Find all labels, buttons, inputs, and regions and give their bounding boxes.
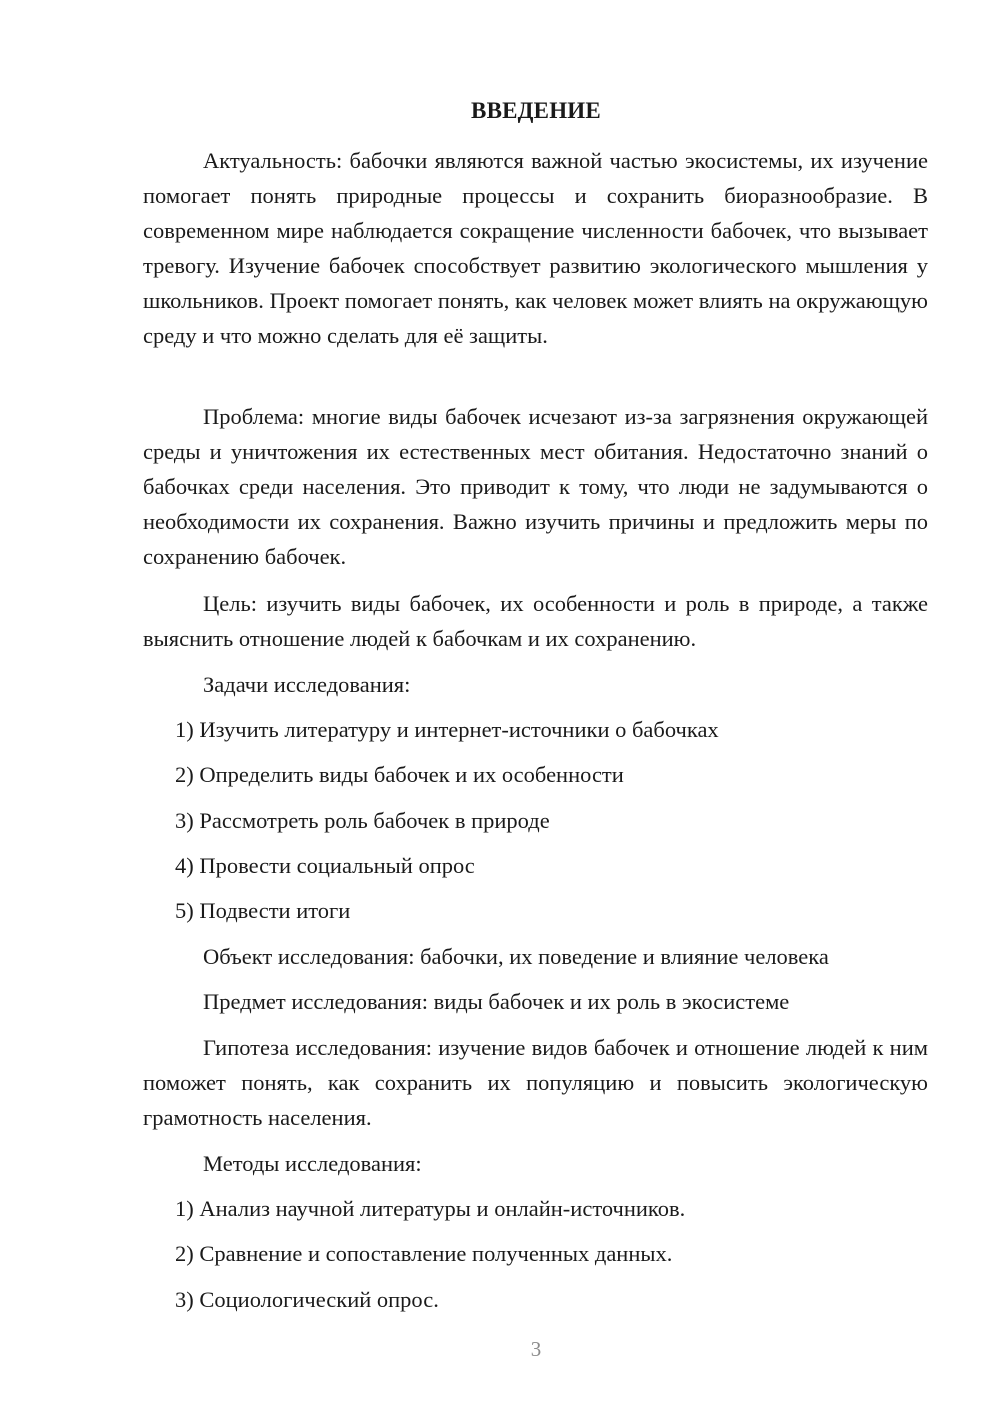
list-item: 4) Провести социальный опрос	[175, 853, 475, 878]
task-item-3	[143, 803, 928, 838]
list-item: 2) Сравнение и сопоставление полученных данных.	[175, 1241, 673, 1266]
goal-paragraph: Цель: изучить виды бабочек, их особенности и роль в природе, а также выяснить отношение людей к бабочкам и их сохранению.	[143, 591, 928, 651]
problem-block	[143, 399, 928, 574]
method-item-1	[143, 1191, 928, 1226]
page-number: 3	[530, 1337, 542, 1361]
methods-heading: Методы исследования:	[203, 1151, 422, 1176]
task-item-5	[143, 893, 928, 928]
list-item: 2) Определить виды бабочек и их особенности	[175, 762, 624, 787]
task-item-2	[143, 757, 928, 792]
object-block	[143, 939, 928, 974]
list-item: 1) Изучить литературу и интернет-источники о бабочках	[175, 717, 719, 742]
method-item-2	[143, 1236, 928, 1271]
list-item: 3) Рассмотреть роль бабочек в природе	[175, 808, 550, 833]
hypothesis-paragraph: Гипотеза исследования: изучение видов бабочек и отношение людей к ним поможет понять, как сохранить их популяцию и повысить экологическую грамотность населения.	[143, 1035, 928, 1130]
list-item: 3) Социологический опрос.	[175, 1287, 439, 1312]
hypothesis-block	[143, 1030, 928, 1135]
list-item: 1) Анализ научной литературы и онлайн-источников.	[175, 1196, 686, 1221]
tasks-block	[143, 667, 928, 702]
subject-block	[143, 984, 928, 1019]
relevance-paragraph: Актуальность: бабочки являются важной частью экосистемы, их изучение помогает понять природные процессы и сохранить биоразнообразие. В современном мире наблюдается сокращение численности бабочек, что вызывает тревогу. Изучение бабочек способствует развитию экологического мышления у школьников. Проект помогает понять, как человек может влиять на окружающую среду и что можно сделать для её защиты.	[143, 148, 928, 348]
goal-block	[143, 586, 928, 656]
methods-block	[143, 1146, 928, 1181]
task-item-1	[143, 712, 928, 747]
tasks-heading: Задачи исследования:	[203, 672, 411, 697]
task-item-4	[143, 848, 928, 883]
page-title: ВВЕДЕНИЕ	[471, 98, 601, 123]
subject-paragraph: Предмет исследования: виды бабочек и их роль в экосистеме	[203, 989, 790, 1014]
method-item-3	[143, 1282, 928, 1317]
list-item: 5) Подвести итоги	[175, 898, 351, 923]
problem-paragraph: Проблема: многие виды бабочек исчезают из-за загрязнения окружающей среды и уничтожения их естественных мест обитания. Недостаточно знаний о бабочках среди населения. Это приводит к тому, что люди не задумываются о необходимости их сохранения. Важно изучить причины и предложить меры по сохранению бабочек.	[143, 404, 928, 569]
relevance-block	[143, 143, 928, 353]
object-paragraph: Объект исследования: бабочки, их поведение и влияние человека	[203, 944, 829, 969]
